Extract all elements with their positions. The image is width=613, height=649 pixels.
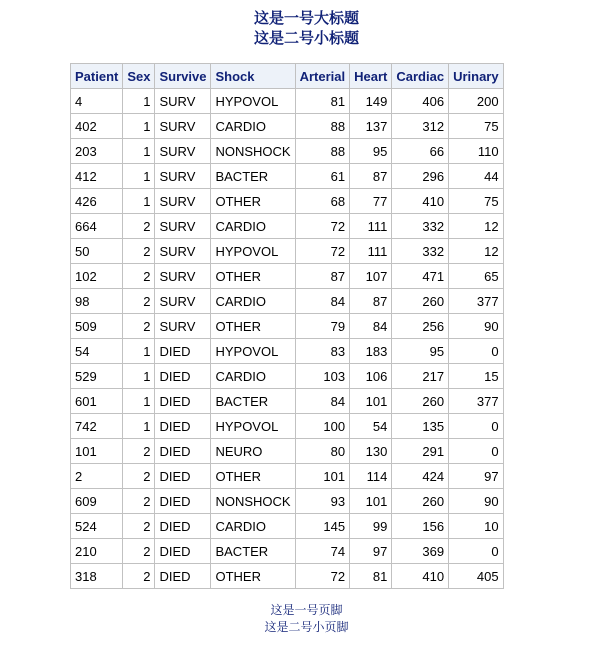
- cell-heart: 183: [350, 339, 392, 364]
- cell-heart: 95: [350, 139, 392, 164]
- sub-title: 这是二号小标题: [253, 29, 359, 47]
- cell-arterial: 101: [295, 464, 350, 489]
- cell-urinary: 75: [449, 189, 504, 214]
- cell-survive: DIED: [155, 464, 211, 489]
- table-row: [71, 239, 504, 264]
- cell-patient: 203: [71, 139, 123, 164]
- cell-arterial: 61: [295, 164, 350, 189]
- cell-arterial: 74: [295, 539, 350, 564]
- cell-urinary: 90: [449, 489, 504, 514]
- cell-survive: SURV: [155, 89, 211, 114]
- cell-patient: 742: [71, 414, 123, 439]
- cell-survive: DIED: [155, 414, 211, 439]
- cell-sex: 2: [123, 514, 155, 539]
- cell-cardiac: 296: [392, 164, 449, 189]
- cell-sex: 2: [123, 314, 155, 339]
- cell-sex: 2: [123, 489, 155, 514]
- cell-survive: DIED: [155, 539, 211, 564]
- cell-urinary: 0: [449, 414, 504, 439]
- cell-patient: 524: [71, 514, 123, 539]
- cell-arterial: 84: [295, 289, 350, 314]
- cell-sex: 2: [123, 214, 155, 239]
- cell-heart: 111: [350, 214, 392, 239]
- cell-cardiac: 95: [392, 339, 449, 364]
- cell-urinary: 44: [449, 164, 504, 189]
- cell-shock: CARDIO: [211, 114, 295, 139]
- cell-shock: CARDIO: [211, 289, 295, 314]
- cell-survive: DIED: [155, 489, 211, 514]
- cell-patient: 529: [71, 364, 123, 389]
- cell-heart: 101: [350, 489, 392, 514]
- cell-survive: DIED: [155, 364, 211, 389]
- cell-survive: SURV: [155, 114, 211, 139]
- cell-heart: 114: [350, 464, 392, 489]
- cell-arterial: 72: [295, 564, 350, 589]
- column-header-patient: Patient: [71, 64, 123, 89]
- cell-cardiac: 217: [392, 364, 449, 389]
- cell-cardiac: 135: [392, 414, 449, 439]
- cell-patient: 318: [71, 564, 123, 589]
- table-row: [71, 139, 504, 164]
- cell-sex: 2: [123, 464, 155, 489]
- table-row: [71, 314, 504, 339]
- cell-survive: SURV: [155, 239, 211, 264]
- cell-survive: DIED: [155, 564, 211, 589]
- cell-patient: 412: [71, 164, 123, 189]
- cell-patient: 4: [71, 89, 123, 114]
- cell-sex: 1: [123, 89, 155, 114]
- table-row: [71, 564, 504, 589]
- cell-urinary: 0: [449, 539, 504, 564]
- cell-arterial: 68: [295, 189, 350, 214]
- cell-survive: SURV: [155, 189, 211, 214]
- cell-arterial: 79: [295, 314, 350, 339]
- cell-shock: HYPOVOL: [211, 89, 295, 114]
- cell-urinary: 110: [449, 139, 504, 164]
- cell-shock: CARDIO: [211, 364, 295, 389]
- column-header-sex: Sex: [123, 64, 155, 89]
- cell-cardiac: 332: [392, 239, 449, 264]
- cell-arterial: 81: [295, 89, 350, 114]
- cell-heart: 87: [350, 289, 392, 314]
- footnotes-block: [0, 602, 613, 636]
- cell-urinary: 90: [449, 314, 504, 339]
- cell-arterial: 72: [295, 239, 350, 264]
- cell-arterial: 80: [295, 439, 350, 464]
- cell-urinary: 0: [449, 439, 504, 464]
- cell-patient: 402: [71, 114, 123, 139]
- cell-urinary: 15: [449, 364, 504, 389]
- table-row: [71, 164, 504, 189]
- cell-urinary: 12: [449, 214, 504, 239]
- cell-shock: OTHER: [211, 564, 295, 589]
- table-row: [71, 114, 504, 139]
- cell-urinary: 405: [449, 564, 504, 589]
- cell-sex: 1: [123, 339, 155, 364]
- cell-sex: 2: [123, 539, 155, 564]
- column-header-urinary: Urinary: [449, 64, 504, 89]
- cell-urinary: 377: [449, 289, 504, 314]
- table-row: [71, 289, 504, 314]
- cell-patient: 98: [71, 289, 123, 314]
- cell-sex: 1: [123, 414, 155, 439]
- cell-sex: 2: [123, 439, 155, 464]
- cell-cardiac: 256: [392, 314, 449, 339]
- table-row: [71, 389, 504, 414]
- cell-sex: 2: [123, 264, 155, 289]
- cell-heart: 107: [350, 264, 392, 289]
- table-row: [71, 489, 504, 514]
- cell-cardiac: 369: [392, 539, 449, 564]
- header-row: [71, 64, 504, 89]
- cell-arterial: 103: [295, 364, 350, 389]
- cell-survive: DIED: [155, 339, 211, 364]
- cell-patient: 54: [71, 339, 123, 364]
- cell-cardiac: 66: [392, 139, 449, 164]
- cell-arterial: 100: [295, 414, 350, 439]
- cell-heart: 130: [350, 439, 392, 464]
- cell-cardiac: 410: [392, 189, 449, 214]
- cell-arterial: 93: [295, 489, 350, 514]
- cell-shock: HYPOVOL: [211, 414, 295, 439]
- main-title: 这是一号大标题: [253, 9, 359, 27]
- cell-sex: 1: [123, 364, 155, 389]
- cell-cardiac: 156: [392, 514, 449, 539]
- cell-cardiac: 260: [392, 489, 449, 514]
- table-row: [71, 514, 504, 539]
- cell-shock: OTHER: [211, 189, 295, 214]
- cell-heart: 54: [350, 414, 392, 439]
- table-row: [71, 264, 504, 289]
- cell-survive: SURV: [155, 314, 211, 339]
- cell-patient: 609: [71, 489, 123, 514]
- cell-heart: 149: [350, 89, 392, 114]
- table-header: [71, 64, 504, 89]
- cell-arterial: 83: [295, 339, 350, 364]
- cell-patient: 102: [71, 264, 123, 289]
- cell-patient: 664: [71, 214, 123, 239]
- cell-shock: NONSHOCK: [211, 139, 295, 164]
- cell-cardiac: 291: [392, 439, 449, 464]
- cell-arterial: 88: [295, 114, 350, 139]
- cell-heart: 81: [350, 564, 392, 589]
- cell-survive: SURV: [155, 164, 211, 189]
- cell-shock: HYPOVOL: [211, 339, 295, 364]
- table-row: [71, 339, 504, 364]
- cell-survive: SURV: [155, 139, 211, 164]
- cell-cardiac: 410: [392, 564, 449, 589]
- cell-urinary: 10: [449, 514, 504, 539]
- cell-patient: 50: [71, 239, 123, 264]
- column-header-heart: Heart: [350, 64, 392, 89]
- cell-survive: DIED: [155, 439, 211, 464]
- cell-cardiac: 260: [392, 289, 449, 314]
- footnote-main: 这是一号页脚: [270, 603, 343, 617]
- cell-heart: 84: [350, 314, 392, 339]
- cell-arterial: 87: [295, 264, 350, 289]
- cell-urinary: 377: [449, 389, 504, 414]
- table-row: [71, 539, 504, 564]
- cell-cardiac: 260: [392, 389, 449, 414]
- cell-survive: DIED: [155, 389, 211, 414]
- cell-shock: NONSHOCK: [211, 489, 295, 514]
- footnote-sub: 这是二号小页脚: [264, 620, 349, 634]
- cell-heart: 106: [350, 364, 392, 389]
- cell-shock: BACTER: [211, 164, 295, 189]
- cell-shock: HYPOVOL: [211, 239, 295, 264]
- cell-patient: 2: [71, 464, 123, 489]
- cell-arterial: 72: [295, 214, 350, 239]
- cell-arterial: 84: [295, 389, 350, 414]
- table-row: [71, 439, 504, 464]
- cell-patient: 426: [71, 189, 123, 214]
- cell-shock: OTHER: [211, 464, 295, 489]
- cell-heart: 137: [350, 114, 392, 139]
- cell-shock: OTHER: [211, 264, 295, 289]
- cell-cardiac: 332: [392, 214, 449, 239]
- table-row: [71, 89, 504, 114]
- cell-arterial: 145: [295, 514, 350, 539]
- cell-sex: 2: [123, 289, 155, 314]
- cell-heart: 77: [350, 189, 392, 214]
- cell-sex: 2: [123, 564, 155, 589]
- cell-cardiac: 312: [392, 114, 449, 139]
- column-header-survive: Survive: [155, 64, 211, 89]
- cell-urinary: 12: [449, 239, 504, 264]
- table-container: [70, 63, 504, 589]
- cell-urinary: 75: [449, 114, 504, 139]
- cell-shock: NEURO: [211, 439, 295, 464]
- cell-sex: 1: [123, 139, 155, 164]
- cell-shock: BACTER: [211, 539, 295, 564]
- cell-heart: 111: [350, 239, 392, 264]
- cell-urinary: 97: [449, 464, 504, 489]
- cell-survive: SURV: [155, 289, 211, 314]
- cell-cardiac: 406: [392, 89, 449, 114]
- cell-survive: SURV: [155, 264, 211, 289]
- cell-heart: 99: [350, 514, 392, 539]
- titles-block: [0, 0, 613, 48]
- cell-cardiac: 424: [392, 464, 449, 489]
- cell-arterial: 88: [295, 139, 350, 164]
- patient-table: [70, 63, 504, 589]
- cell-heart: 97: [350, 539, 392, 564]
- cell-shock: CARDIO: [211, 514, 295, 539]
- cell-patient: 509: [71, 314, 123, 339]
- cell-shock: CARDIO: [211, 214, 295, 239]
- cell-sex: 1: [123, 189, 155, 214]
- cell-cardiac: 471: [392, 264, 449, 289]
- cell-shock: BACTER: [211, 389, 295, 414]
- cell-heart: 87: [350, 164, 392, 189]
- cell-urinary: 200: [449, 89, 504, 114]
- cell-patient: 210: [71, 539, 123, 564]
- cell-shock: OTHER: [211, 314, 295, 339]
- cell-patient: 101: [71, 439, 123, 464]
- table-row: [71, 464, 504, 489]
- column-header-arterial: Arterial: [295, 64, 350, 89]
- cell-sex: 1: [123, 114, 155, 139]
- cell-urinary: 0: [449, 339, 504, 364]
- cell-sex: 1: [123, 389, 155, 414]
- cell-sex: 2: [123, 239, 155, 264]
- cell-heart: 101: [350, 389, 392, 414]
- table-row: [71, 364, 504, 389]
- cell-sex: 1: [123, 164, 155, 189]
- table-body: [71, 89, 504, 589]
- column-header-shock: Shock: [211, 64, 295, 89]
- cell-urinary: 65: [449, 264, 504, 289]
- cell-survive: SURV: [155, 214, 211, 239]
- cell-patient: 601: [71, 389, 123, 414]
- table-row: [71, 214, 504, 239]
- table-row: [71, 414, 504, 439]
- cell-survive: DIED: [155, 514, 211, 539]
- table-row: [71, 189, 504, 214]
- column-header-cardiac: Cardiac: [392, 64, 449, 89]
